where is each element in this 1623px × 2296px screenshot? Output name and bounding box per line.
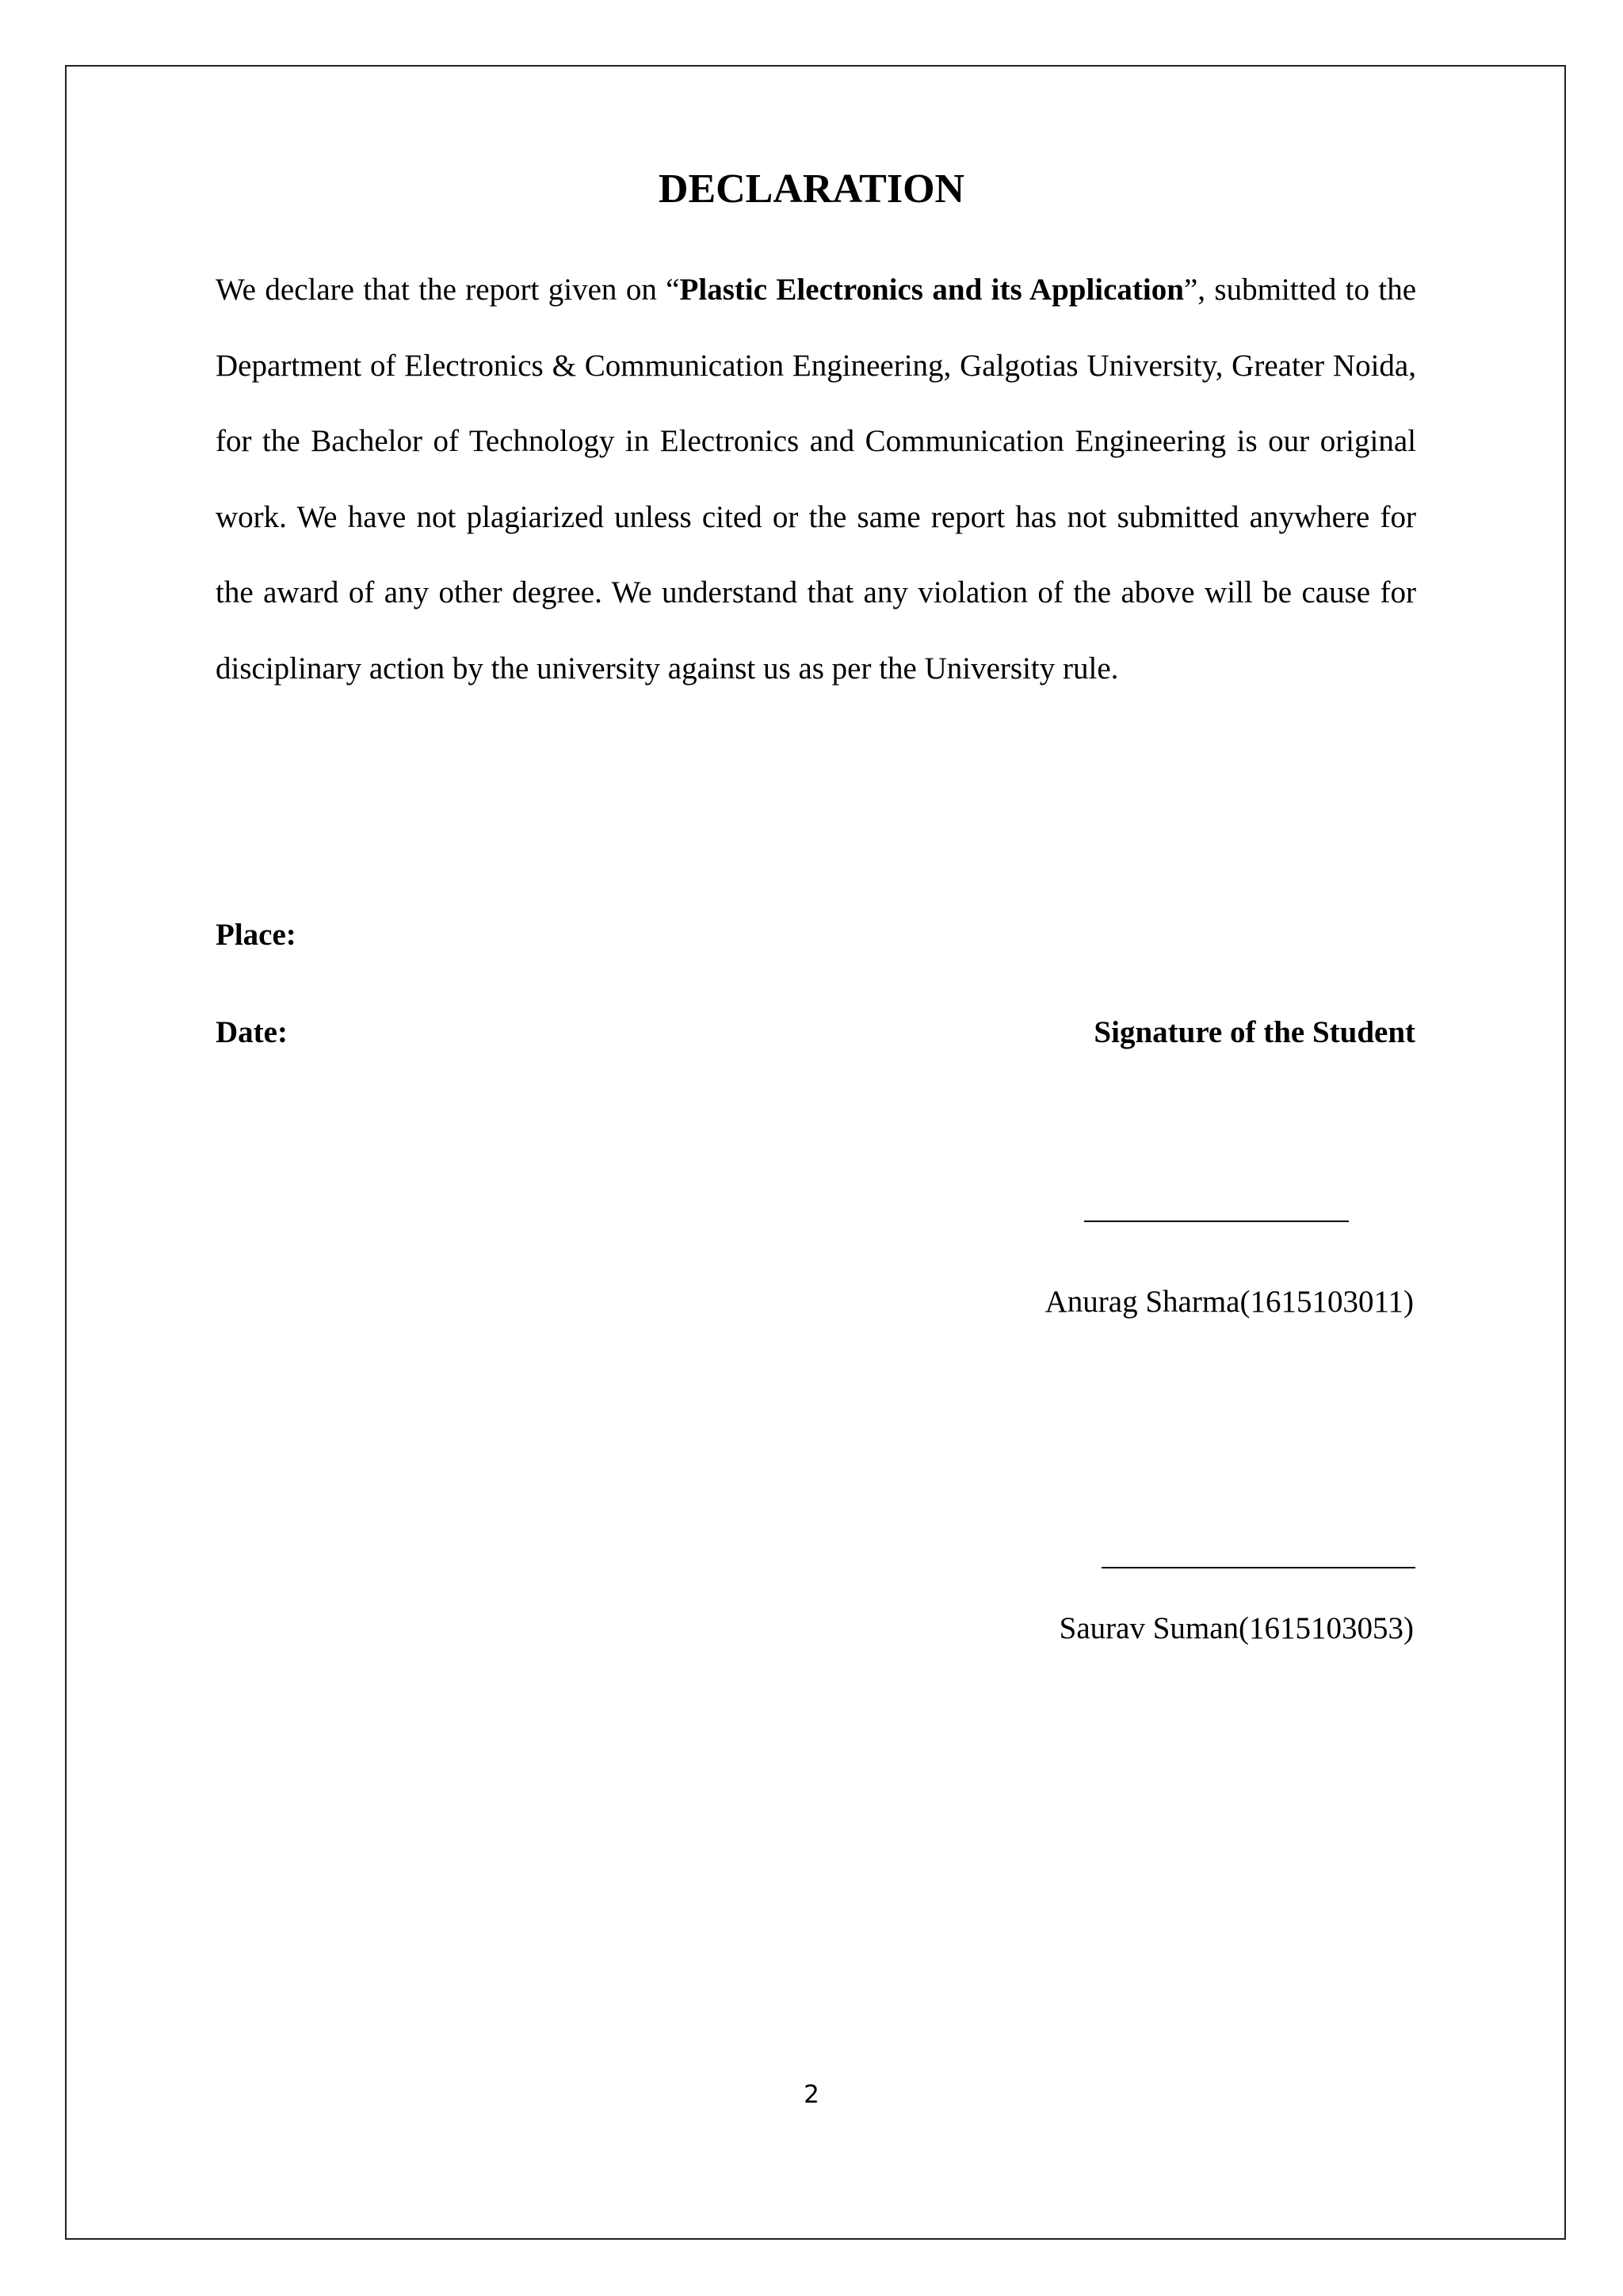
student-name: Anurag Sharma(1615103011): [1044, 1285, 1414, 1319]
page-title: DECLARATION: [658, 166, 965, 212]
place-label: Place:: [216, 918, 296, 952]
signature-line: [1102, 1567, 1415, 1568]
paragraph-body: ”, submitted to the Department of Electronics & Communication Engineering, Galgotias University, Greater Noida, for the Bachelor of Technology in Electronics and Communication Engineering is our original work. We have not plagiarized unless cited or the same report has not submitted anywhere for the award of any other degree. We understand that any violation of the above will be cause for disciplinary action by the university against us as per the University rule.: [216, 273, 1417, 686]
page-number: 2: [804, 2080, 819, 2109]
student-name: Saurav Suman(1615103053): [1059, 1611, 1414, 1645]
declaration-paragraph: [216, 252, 1416, 706]
signature-line: [1084, 1221, 1349, 1222]
signature-heading: Signature of the Student: [1094, 1015, 1415, 1049]
date-label: Date:: [216, 1015, 288, 1049]
paragraph-intro: We declare that the report given on “: [216, 273, 680, 307]
project-title: Plastic Electronics and its Application: [679, 273, 1184, 307]
